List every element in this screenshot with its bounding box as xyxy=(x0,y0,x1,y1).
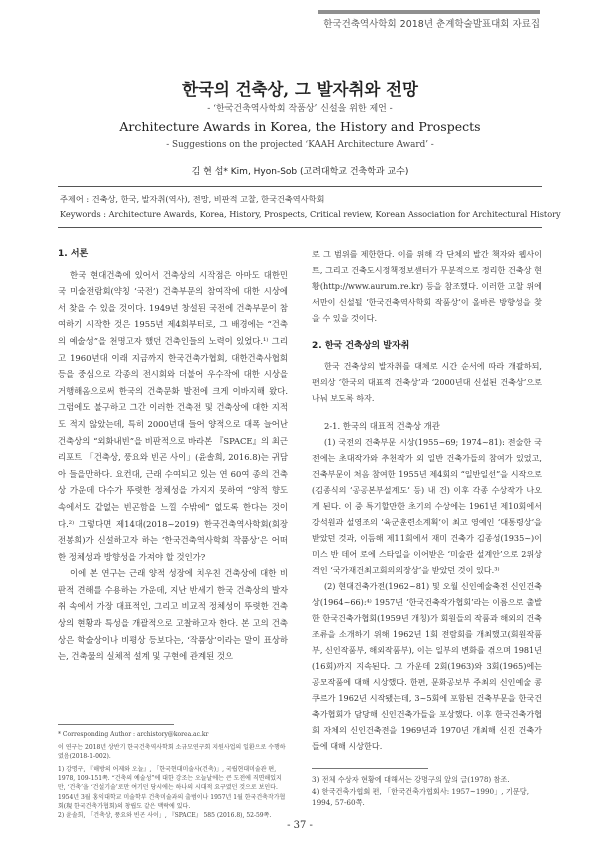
keywords-box xyxy=(58,186,561,228)
footnote-rule xyxy=(58,724,174,725)
footnotes-right xyxy=(312,774,542,809)
footnote: 3) 전체 수상자 현황에 대해서는 강명구의 앞의 글(1978) 참조. xyxy=(312,775,510,784)
paragraph: 로 그 범위를 제한한다. 이를 위해 각 단체의 발간 책자와 웹사이트, 그리고 건축도시정책정보센터가 무분적으로 정리한 건축상 현황(http://www.aurum.re.kr) 등을 참조했다. 이러한 고찰 위에서만이 신설될 ‘한국건축역사학회 작품상’이 올바른 방향성을 찾을 수 있을 것이다. xyxy=(312,249,542,323)
header-bar xyxy=(318,10,540,14)
header-text: 한국건축역사학회 2018년 춘계학술발표대회 자료집 xyxy=(323,19,540,30)
paragraph: 한국 현대건축에 있어서 건축상의 시작점은 아마도 대한민국 미술전람회(약칭 ‘국전’) 건축부문의 참여작에 대한 시상에서 찾을 수 있을 것이다. 1949년 창설된 국전에 건축부문이 참여하기 시작한 것은 1955년 제4회부터로, 그 배경에는 “건축의 예술성”을 천명고자 했던 건축인들의 노력이 있었다.¹⁾ 그리고 1960년대 이래 지금까지 한국건축가협회, 대한건축사협회 등을 중심으로 각종의 전시회와 더불어 우수작에 대한 시상을 거행해옴으로써 한국의 건축문화 발전에 크게 이바지해 왔다. 그럼에도 불구하고 그간 이러한 건축전 및 건축상에 대한 지적도 적지 않았는데, 특히 2000년대 들어 양적으로 대폭 늘어난 건축상의 “외화내빈”을 비판적으로 바라본 『SPACE』의 최근 리포트 「건축상, 풍요와 빈곤 사이」(윤솔희, 2016.8)는 귀담아 들을만하다. 요컨대, 근래 수여되고 있는 연 60여 종의 건축상 가운데 다수가 뚜렷한 정체성을 가지지 못하여 “양적 향도 속에서도 같없는 빈곤함을 느낄 수밖에” 없도록 한다는 것이다.²⁾ 그렇다면 제14대(2018~2019) 한국건축역사학회(회장 전봉희)가 신설하고자 하는 ‘한국건축역사학회 작품상’은 어떠한 정체성과 방향성을 가져야 할 것인가? xyxy=(58,269,288,562)
footnote: 2) 윤솔희, 「건축상, 풍요와 빈곤 사이」, 『SPACE』 585 (2016.8), 52-59쪽. xyxy=(58,811,272,819)
page-number: - 37 - xyxy=(287,820,313,831)
paragraph: (2) 현대건축가전(1962~81) 및 오월 신인예술축전 신인건축상(1964~66):⁴⁾ 1957년 ‘한국건축작가협회’라는 이름으로 출발한 한국건축가협회(1959년 개칭)가 회원들의 작품과 해외의 건축 조류을 소개하기 위해 1962년 1회 전람회를 개최했고(회원작품부, 신인작품부, 해외작품부), 이는 일부의 변화를 겪으며 1981년(16회)까지 지속된다. 그 가운데 2회(1963)와 3회(1965)에는 공모작품에 대해 시상했다. 한편, 문화공보부 주최의 신인예술 콩쿠르가 1962년 시작됐는데, 3~5회에 포함된 건축부문을 한국건축가협회가 담당해 신인건축가들을 포상했다. 이후 한국건축가협회 자체의 신인건축전을 1969년과 1970년 개최해 신진 건축가들에 대해 시상한다. xyxy=(312,581,542,751)
footnote: 1) 강명구, 『해방의 어제와 오늘』, 「한국현대미술사(건축)」, 국립현대미술관 편, 1978, 109-151쪽. “건축의 예술성”에 대한 강조는 오늘날에는 큰 도전에 직면해있지만, ‘건축’을 ‘건설기술’로만 여기던 당시에는 하나의 시대적 요구였던 것으로 보인다. 1954년 3월 홍익대학교 미술학부 건축미술과의 출범이나 1957년 1월 한국건축작가협회(現 한국건축가협회)의 창립도 같은 맥락에 있다. xyxy=(58,766,286,810)
author-line: 김 현 섭* Kim, Hyon-Sob (고려대학교 건축학과 교수) xyxy=(191,167,409,177)
title-english: Architecture Awards in Korea, the History and Prospects xyxy=(119,119,481,134)
corresponding-author: * Corresponding Author : archistory@korea.ac.kr xyxy=(58,731,209,738)
keywords-english: Keywords : Architecture Awards, Korea, History, Prospects, Critical review, Korean Association for Architectural History xyxy=(60,209,561,219)
subtitle-english: - Suggestions on the projected ‘KAAH Architecture Award’ - xyxy=(166,140,434,150)
funding-note: 이 연구는 2018년 상반기 한국건축역사학회 소규모연구회 지원사업의 일환으로 수행하였음(2018-1-002). xyxy=(58,744,286,761)
footnote-rule xyxy=(312,768,428,769)
paragraph: 한국 건축상의 발자취를 대체로 시간 순서에 따라 개괄하되, 편의상 ‘한국의 대표적 건축상’과 ‘2000년대 신설된 건축상’으로 나눠 보도록 하자. xyxy=(312,361,542,403)
subsection-heading: 2-1. 한국의 대표적 건축상 개관 xyxy=(324,421,440,431)
footnotes-left xyxy=(58,730,288,820)
keywords-korean: 주제어 : 건축상, 한국, 발자취(역사), 전망, 비판적 고찰, 한국건축역사학회 xyxy=(60,194,325,204)
section-heading-history: 2. 한국 건축상의 발자취 xyxy=(312,341,410,351)
running-header xyxy=(0,0,600,42)
section-heading-intro: 1. 서론 xyxy=(58,249,89,259)
left-column xyxy=(58,246,288,665)
right-column xyxy=(312,246,542,754)
footnote: 4) 한국건축가협회 편, 「한국건축가협회사: 1957~1990」, 기문당, 1994, 57-60쪽. xyxy=(312,786,529,807)
title-korean: 한국의 건축상, 그 발자취와 전망 xyxy=(182,80,418,99)
subtitle-korean: - ‘한국건축역사학회 작품상’ 신설을 위한 제언 - xyxy=(207,104,393,114)
paragraph: 이에 본 연구는 근래 양적 성장에 치우친 건축상에 대한 비판적 견해를 수용하는 가운데, 지난 반세기 한국 건축상의 발자취 속에서 가장 대표적인, 그리고 비교적 정체성이 뚜렷한 건축상의 현황과 특성을 개괄적으로 고찰하고자 한다. 본 고의 건축상은 학술상이나 비평상 등보다는, ‘작품상’이라는 말이 표상하는, 건축물의 실체적 설계 및 구현에 관계된 것으 xyxy=(58,568,288,662)
paragraph: (1) 국전의 건축부문 시상(1955~69; 1974~81): 전술한 국전에는 초대작가와 추천작가 외 일반 건축가들의 참여가 있었고, 건축부문이 처음 참여한 1955년 제4회의 “일반일선”을 시작으로(김종식의 ‘공공본부설계도’ 등) 내 건) 이후 각종 수상작가 나오게 된다. 이 중 특기할만한 초기의 수상에는 1961년 제10회에서 강석원과 설영조의 ‘육군훈련소계획’이 최고 영예인 ‘대통령상’을 받았던 것과, 이듬해 제11회에서 재미 건축가 김종성(1935~)이 미스 반 데어 로에 스타일을 이어받은 ‘미술관 설계안’으로 2위상 격인 ‘국가재건최고회의의장상’을 받았던 것이 있다.³⁾ xyxy=(312,437,542,575)
